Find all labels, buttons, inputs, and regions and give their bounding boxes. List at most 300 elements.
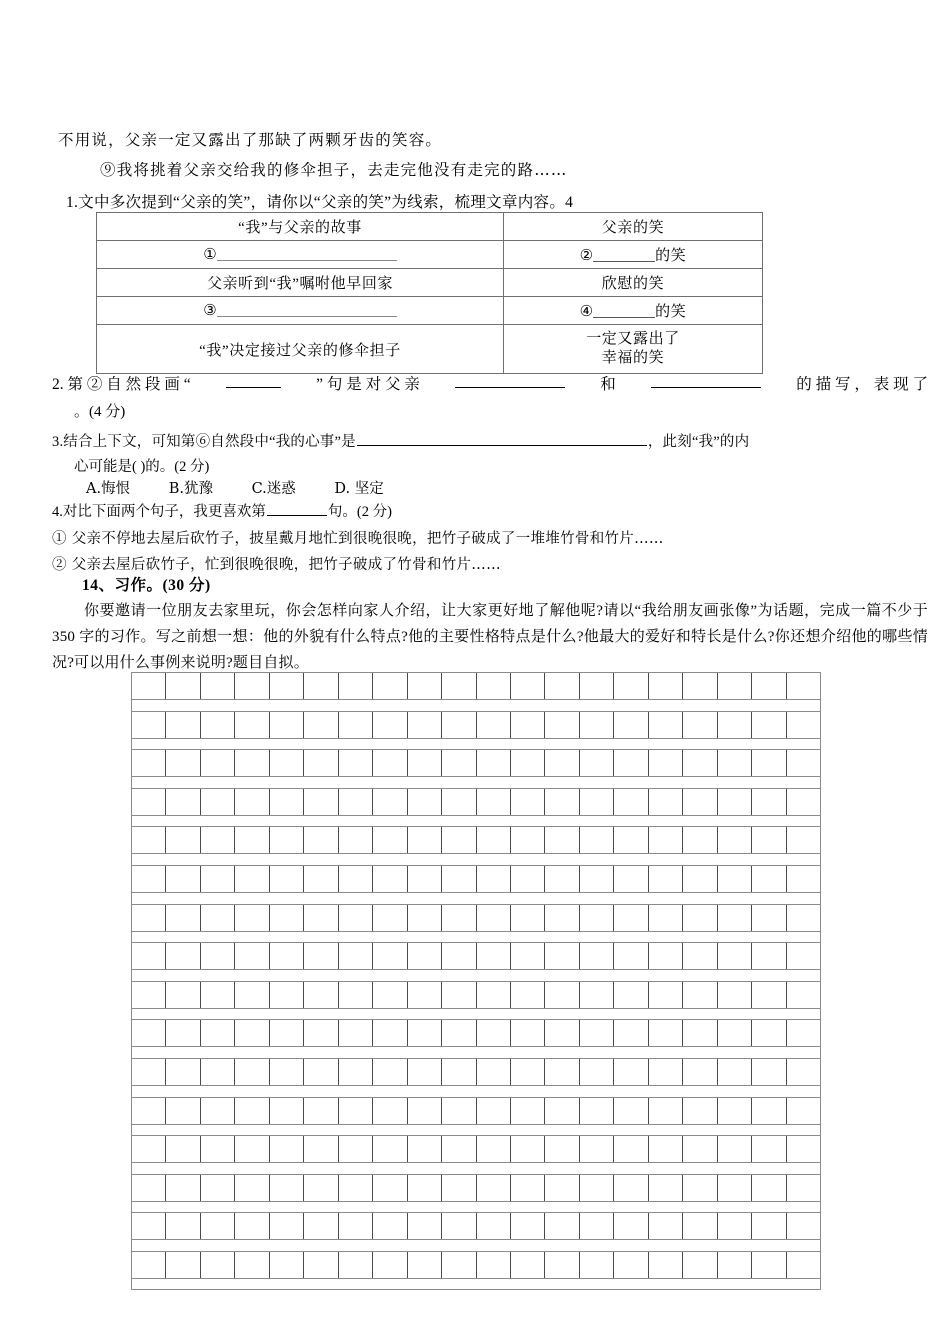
grid-cell[interactable] bbox=[580, 827, 614, 853]
grid-cell[interactable] bbox=[270, 1252, 304, 1278]
grid-cell[interactable] bbox=[304, 1175, 338, 1201]
grid-cell[interactable] bbox=[166, 712, 200, 738]
grid-cell[interactable] bbox=[545, 712, 579, 738]
grid-cell[interactable] bbox=[166, 1175, 200, 1201]
grid-cell[interactable] bbox=[511, 1059, 545, 1085]
grid-cell[interactable] bbox=[373, 712, 407, 738]
grid-cell[interactable] bbox=[787, 789, 820, 815]
grid-cell[interactable] bbox=[752, 1175, 786, 1201]
grid-cell[interactable] bbox=[373, 750, 407, 776]
answer-blank[interactable] bbox=[217, 246, 397, 261]
grid-cell[interactable] bbox=[339, 1059, 373, 1085]
grid-cell[interactable] bbox=[614, 789, 648, 815]
grid-cell[interactable] bbox=[477, 789, 511, 815]
grid-cell[interactable] bbox=[201, 1213, 235, 1239]
grid-cell[interactable] bbox=[270, 905, 304, 931]
grid-cell[interactable] bbox=[408, 1136, 442, 1162]
grid-cell[interactable] bbox=[649, 750, 683, 776]
grid-cell[interactable] bbox=[718, 982, 752, 1008]
grid-cell[interactable] bbox=[787, 1213, 820, 1239]
grid-cell[interactable] bbox=[477, 905, 511, 931]
grid-cell[interactable] bbox=[477, 1213, 511, 1239]
grid-cell[interactable] bbox=[166, 866, 200, 892]
grid-row[interactable] bbox=[131, 981, 821, 1009]
grid-cell[interactable] bbox=[373, 1136, 407, 1162]
grid-cell[interactable] bbox=[787, 1175, 820, 1201]
grid-row[interactable] bbox=[131, 1135, 821, 1163]
grid-cell[interactable] bbox=[718, 905, 752, 931]
grid-cell[interactable] bbox=[166, 1252, 200, 1278]
grid-cell[interactable] bbox=[339, 1098, 373, 1124]
grid-cell[interactable] bbox=[718, 943, 752, 969]
grid-cell[interactable] bbox=[683, 673, 717, 699]
grid-cell[interactable] bbox=[614, 1098, 648, 1124]
grid-cell[interactable] bbox=[477, 673, 511, 699]
grid-row[interactable] bbox=[131, 788, 821, 816]
grid-cell[interactable] bbox=[442, 712, 476, 738]
grid-cell[interactable] bbox=[683, 750, 717, 776]
grid-cell[interactable] bbox=[339, 750, 373, 776]
grid-cell[interactable] bbox=[201, 943, 235, 969]
grid-cell[interactable] bbox=[235, 1020, 269, 1046]
grid-cell[interactable] bbox=[718, 1020, 752, 1046]
grid-cell[interactable] bbox=[580, 712, 614, 738]
grid-cell[interactable] bbox=[373, 1098, 407, 1124]
grid-cell[interactable] bbox=[511, 827, 545, 853]
grid-cell[interactable] bbox=[752, 1136, 786, 1162]
grid-row[interactable] bbox=[131, 942, 821, 970]
grid-cell[interactable] bbox=[408, 750, 442, 776]
grid-cell[interactable] bbox=[339, 673, 373, 699]
grid-cell[interactable] bbox=[132, 673, 166, 699]
grid-cell[interactable] bbox=[235, 712, 269, 738]
grid-cell[interactable] bbox=[373, 1213, 407, 1239]
grid-cell[interactable] bbox=[614, 1213, 648, 1239]
grid-cell[interactable] bbox=[580, 866, 614, 892]
grid-cell[interactable] bbox=[477, 1252, 511, 1278]
grid-cell[interactable] bbox=[442, 905, 476, 931]
grid-cell[interactable] bbox=[270, 827, 304, 853]
grid-cell[interactable] bbox=[304, 1020, 338, 1046]
grid-cell[interactable] bbox=[718, 789, 752, 815]
grid-cell[interactable] bbox=[442, 1059, 476, 1085]
grid-cell[interactable] bbox=[339, 1020, 373, 1046]
grid-cell[interactable] bbox=[201, 750, 235, 776]
grid-cell[interactable] bbox=[304, 1136, 338, 1162]
grid-cell[interactable] bbox=[304, 827, 338, 853]
grid-cell[interactable] bbox=[614, 673, 648, 699]
grid-cell[interactable] bbox=[235, 1098, 269, 1124]
grid-cell[interactable] bbox=[339, 1252, 373, 1278]
grid-cell[interactable] bbox=[477, 982, 511, 1008]
grid-cell[interactable] bbox=[511, 905, 545, 931]
grid-cell[interactable] bbox=[201, 982, 235, 1008]
grid-cell[interactable] bbox=[373, 673, 407, 699]
grid-cell[interactable] bbox=[580, 1136, 614, 1162]
grid-cell[interactable] bbox=[235, 827, 269, 853]
grid-cell[interactable] bbox=[511, 712, 545, 738]
grid-cell[interactable] bbox=[235, 866, 269, 892]
grid-cell[interactable] bbox=[201, 712, 235, 738]
grid-cell[interactable] bbox=[752, 1020, 786, 1046]
grid-row[interactable] bbox=[131, 826, 821, 854]
grid-cell[interactable] bbox=[511, 1175, 545, 1201]
grid-cell[interactable] bbox=[235, 1059, 269, 1085]
grid-cell[interactable] bbox=[649, 866, 683, 892]
grid-cell[interactable] bbox=[614, 1020, 648, 1046]
grid-cell[interactable] bbox=[304, 750, 338, 776]
grid-row[interactable] bbox=[131, 1097, 821, 1125]
grid-cell[interactable] bbox=[752, 712, 786, 738]
answer-blank[interactable] bbox=[593, 247, 655, 262]
grid-cell[interactable] bbox=[649, 1252, 683, 1278]
grid-cell[interactable] bbox=[339, 789, 373, 815]
grid-cell[interactable] bbox=[270, 789, 304, 815]
grid-cell[interactable] bbox=[373, 789, 407, 815]
grid-cell[interactable] bbox=[442, 982, 476, 1008]
grid-cell[interactable] bbox=[718, 1175, 752, 1201]
grid-cell[interactable] bbox=[545, 1098, 579, 1124]
grid-cell[interactable] bbox=[270, 982, 304, 1008]
grid-cell[interactable] bbox=[442, 1175, 476, 1201]
grid-cell[interactable] bbox=[787, 750, 820, 776]
grid-cell[interactable] bbox=[166, 982, 200, 1008]
grid-cell[interactable] bbox=[373, 905, 407, 931]
grid-cell[interactable] bbox=[787, 943, 820, 969]
grid-cell[interactable] bbox=[132, 1136, 166, 1162]
grid-cell[interactable] bbox=[718, 1252, 752, 1278]
option-d[interactable]: D. 坚定 bbox=[334, 481, 384, 497]
grid-cell[interactable] bbox=[511, 750, 545, 776]
grid-cell[interactable] bbox=[683, 1252, 717, 1278]
option-b[interactable]: B.犹豫 bbox=[168, 481, 213, 497]
grid-cell[interactable] bbox=[545, 982, 579, 1008]
grid-cell[interactable] bbox=[580, 673, 614, 699]
grid-cell[interactable] bbox=[614, 1175, 648, 1201]
grid-cell[interactable] bbox=[649, 1213, 683, 1239]
grid-cell[interactable] bbox=[235, 1252, 269, 1278]
grid-cell[interactable] bbox=[270, 1175, 304, 1201]
grid-cell[interactable] bbox=[787, 1252, 820, 1278]
grid-cell[interactable] bbox=[166, 1059, 200, 1085]
grid-cell[interactable] bbox=[270, 1213, 304, 1239]
grid-cell[interactable] bbox=[235, 1213, 269, 1239]
grid-cell[interactable] bbox=[545, 905, 579, 931]
grid-cell[interactable] bbox=[166, 750, 200, 776]
grid-cell[interactable] bbox=[580, 1020, 614, 1046]
grid-cell[interactable] bbox=[683, 1213, 717, 1239]
grid-cell[interactable] bbox=[649, 905, 683, 931]
grid-cell[interactable] bbox=[614, 905, 648, 931]
grid-row[interactable] bbox=[131, 904, 821, 932]
grid-cell[interactable] bbox=[649, 1059, 683, 1085]
grid-cell[interactable] bbox=[270, 866, 304, 892]
grid-cell[interactable] bbox=[235, 789, 269, 815]
answer-blank[interactable] bbox=[651, 372, 761, 388]
grid-cell[interactable] bbox=[166, 1213, 200, 1239]
grid-cell[interactable] bbox=[408, 1252, 442, 1278]
grid-cell[interactable] bbox=[580, 1175, 614, 1201]
grid-cell[interactable] bbox=[614, 1059, 648, 1085]
grid-cell[interactable] bbox=[683, 1136, 717, 1162]
grid-cell[interactable] bbox=[511, 673, 545, 699]
grid-cell[interactable] bbox=[442, 866, 476, 892]
grid-cell[interactable] bbox=[545, 750, 579, 776]
grid-cell[interactable] bbox=[545, 1136, 579, 1162]
grid-cell[interactable] bbox=[683, 827, 717, 853]
grid-cell[interactable] bbox=[752, 866, 786, 892]
grid-cell[interactable] bbox=[408, 1175, 442, 1201]
grid-cell[interactable] bbox=[580, 1213, 614, 1239]
grid-cell[interactable] bbox=[787, 827, 820, 853]
grid-cell[interactable] bbox=[304, 905, 338, 931]
grid-cell[interactable] bbox=[752, 943, 786, 969]
grid-cell[interactable] bbox=[752, 905, 786, 931]
grid-cell[interactable] bbox=[718, 1213, 752, 1239]
grid-cell[interactable] bbox=[166, 827, 200, 853]
grid-row[interactable] bbox=[131, 711, 821, 739]
grid-cell[interactable] bbox=[580, 750, 614, 776]
grid-cell[interactable] bbox=[304, 1059, 338, 1085]
grid-cell[interactable] bbox=[201, 1020, 235, 1046]
grid-cell[interactable] bbox=[408, 827, 442, 853]
grid-cell[interactable] bbox=[545, 943, 579, 969]
grid-cell[interactable] bbox=[304, 712, 338, 738]
grid-cell[interactable] bbox=[132, 789, 166, 815]
grid-cell[interactable] bbox=[683, 1020, 717, 1046]
grid-cell[interactable] bbox=[683, 982, 717, 1008]
grid-cell[interactable] bbox=[580, 1252, 614, 1278]
grid-cell[interactable] bbox=[132, 1252, 166, 1278]
grid-cell[interactable] bbox=[408, 905, 442, 931]
grid-cell[interactable] bbox=[166, 1020, 200, 1046]
grid-row[interactable] bbox=[131, 1019, 821, 1047]
grid-cell[interactable] bbox=[373, 1252, 407, 1278]
grid-cell[interactable] bbox=[132, 866, 166, 892]
grid-cell[interactable] bbox=[477, 712, 511, 738]
grid-cell[interactable] bbox=[614, 982, 648, 1008]
grid-cell[interactable] bbox=[373, 1020, 407, 1046]
grid-cell[interactable] bbox=[683, 1098, 717, 1124]
grid-cell[interactable] bbox=[511, 866, 545, 892]
grid-cell[interactable] bbox=[304, 673, 338, 699]
grid-cell[interactable] bbox=[132, 750, 166, 776]
grid-cell[interactable] bbox=[373, 982, 407, 1008]
grid-cell[interactable] bbox=[752, 982, 786, 1008]
grid-cell[interactable] bbox=[339, 712, 373, 738]
grid-cell[interactable] bbox=[132, 1020, 166, 1046]
grid-cell[interactable] bbox=[201, 1175, 235, 1201]
grid-cell[interactable] bbox=[408, 712, 442, 738]
grid-cell[interactable] bbox=[235, 1136, 269, 1162]
grid-cell[interactable] bbox=[649, 943, 683, 969]
grid-cell[interactable] bbox=[408, 673, 442, 699]
grid-cell[interactable] bbox=[408, 866, 442, 892]
grid-cell[interactable] bbox=[339, 1213, 373, 1239]
grid-cell[interactable] bbox=[718, 1059, 752, 1085]
grid-cell[interactable] bbox=[545, 1252, 579, 1278]
table-cell-story-3[interactable] bbox=[97, 297, 504, 325]
grid-cell[interactable] bbox=[752, 673, 786, 699]
grid-cell[interactable] bbox=[270, 750, 304, 776]
grid-cell[interactable] bbox=[477, 866, 511, 892]
table-cell-smile-1[interactable] bbox=[504, 241, 763, 269]
grid-cell[interactable] bbox=[373, 827, 407, 853]
grid-row[interactable] bbox=[131, 1251, 821, 1279]
grid-cell[interactable] bbox=[511, 1098, 545, 1124]
grid-cell[interactable] bbox=[477, 750, 511, 776]
grid-cell[interactable] bbox=[408, 982, 442, 1008]
grid-cell[interactable] bbox=[649, 982, 683, 1008]
grid-cell[interactable] bbox=[511, 1213, 545, 1239]
grid-cell[interactable] bbox=[132, 943, 166, 969]
grid-cell[interactable] bbox=[477, 1059, 511, 1085]
answer-blank[interactable] bbox=[593, 303, 655, 318]
grid-cell[interactable] bbox=[304, 866, 338, 892]
grid-cell[interactable] bbox=[235, 673, 269, 699]
grid-cell[interactable] bbox=[511, 943, 545, 969]
grid-cell[interactable] bbox=[511, 789, 545, 815]
composition-writing-grid[interactable] bbox=[131, 672, 821, 1290]
grid-cell[interactable] bbox=[270, 1136, 304, 1162]
grid-cell[interactable] bbox=[304, 943, 338, 969]
grid-cell[interactable] bbox=[304, 789, 338, 815]
grid-row[interactable] bbox=[131, 1058, 821, 1086]
table-cell-smile-3[interactable] bbox=[504, 297, 763, 325]
grid-cell[interactable] bbox=[201, 1059, 235, 1085]
grid-cell[interactable] bbox=[373, 866, 407, 892]
grid-cell[interactable] bbox=[408, 1098, 442, 1124]
grid-cell[interactable] bbox=[270, 673, 304, 699]
grid-cell[interactable] bbox=[511, 1252, 545, 1278]
grid-cell[interactable] bbox=[718, 750, 752, 776]
grid-cell[interactable] bbox=[787, 905, 820, 931]
grid-cell[interactable] bbox=[649, 712, 683, 738]
grid-cell[interactable] bbox=[408, 1213, 442, 1239]
grid-cell[interactable] bbox=[614, 750, 648, 776]
grid-cell[interactable] bbox=[752, 789, 786, 815]
grid-cell[interactable] bbox=[339, 982, 373, 1008]
grid-cell[interactable] bbox=[373, 1175, 407, 1201]
grid-cell[interactable] bbox=[649, 1175, 683, 1201]
grid-cell[interactable] bbox=[270, 943, 304, 969]
grid-cell[interactable] bbox=[304, 1213, 338, 1239]
grid-row[interactable] bbox=[131, 1212, 821, 1240]
grid-cell[interactable] bbox=[649, 789, 683, 815]
grid-cell[interactable] bbox=[545, 1175, 579, 1201]
grid-cell[interactable] bbox=[132, 1059, 166, 1085]
grid-cell[interactable] bbox=[132, 1098, 166, 1124]
grid-cell[interactable] bbox=[752, 1213, 786, 1239]
grid-cell[interactable] bbox=[787, 1098, 820, 1124]
grid-cell[interactable] bbox=[580, 789, 614, 815]
grid-cell[interactable] bbox=[477, 943, 511, 969]
grid-cell[interactable] bbox=[166, 789, 200, 815]
grid-cell[interactable] bbox=[201, 673, 235, 699]
grid-cell[interactable] bbox=[339, 943, 373, 969]
answer-blank[interactable] bbox=[455, 372, 565, 388]
grid-cell[interactable] bbox=[477, 1175, 511, 1201]
grid-cell[interactable] bbox=[304, 1252, 338, 1278]
grid-row[interactable] bbox=[131, 672, 821, 700]
grid-cell[interactable] bbox=[339, 1136, 373, 1162]
grid-cell[interactable] bbox=[580, 1098, 614, 1124]
grid-cell[interactable] bbox=[614, 1136, 648, 1162]
grid-cell[interactable] bbox=[339, 827, 373, 853]
grid-cell[interactable] bbox=[166, 673, 200, 699]
grid-cell[interactable] bbox=[442, 673, 476, 699]
grid-cell[interactable] bbox=[718, 866, 752, 892]
grid-cell[interactable] bbox=[442, 827, 476, 853]
grid-cell[interactable] bbox=[442, 943, 476, 969]
grid-cell[interactable] bbox=[752, 827, 786, 853]
grid-cell[interactable] bbox=[132, 1213, 166, 1239]
grid-cell[interactable] bbox=[718, 712, 752, 738]
grid-cell[interactable] bbox=[649, 1020, 683, 1046]
grid-cell[interactable] bbox=[683, 1059, 717, 1085]
grid-cell[interactable] bbox=[718, 673, 752, 699]
grid-cell[interactable] bbox=[339, 1175, 373, 1201]
grid-cell[interactable] bbox=[683, 1175, 717, 1201]
grid-cell[interactable] bbox=[545, 789, 579, 815]
grid-row[interactable] bbox=[131, 749, 821, 777]
grid-cell[interactable] bbox=[511, 1136, 545, 1162]
grid-cell[interactable] bbox=[339, 905, 373, 931]
grid-row[interactable] bbox=[131, 1174, 821, 1202]
grid-cell[interactable] bbox=[649, 1136, 683, 1162]
grid-cell[interactable] bbox=[166, 905, 200, 931]
option-c[interactable]: C.迷惑 bbox=[251, 481, 296, 497]
grid-cell[interactable] bbox=[649, 827, 683, 853]
grid-cell[interactable] bbox=[201, 905, 235, 931]
grid-cell[interactable] bbox=[683, 943, 717, 969]
grid-cell[interactable] bbox=[718, 1136, 752, 1162]
grid-cell[interactable] bbox=[477, 1020, 511, 1046]
grid-cell[interactable] bbox=[580, 943, 614, 969]
grid-cell[interactable] bbox=[166, 1136, 200, 1162]
grid-cell[interactable] bbox=[201, 827, 235, 853]
grid-cell[interactable] bbox=[545, 866, 579, 892]
grid-cell[interactable] bbox=[304, 1098, 338, 1124]
grid-cell[interactable] bbox=[270, 712, 304, 738]
grid-cell[interactable] bbox=[235, 905, 269, 931]
grid-cell[interactable] bbox=[442, 1213, 476, 1239]
grid-cell[interactable] bbox=[270, 1059, 304, 1085]
answer-blank[interactable] bbox=[267, 500, 327, 516]
answer-blank[interactable] bbox=[217, 302, 397, 317]
grid-cell[interactable] bbox=[683, 905, 717, 931]
grid-cell[interactable] bbox=[787, 673, 820, 699]
grid-cell[interactable] bbox=[580, 1059, 614, 1085]
grid-cell[interactable] bbox=[442, 789, 476, 815]
grid-cell[interactable] bbox=[201, 1252, 235, 1278]
table-cell-story-1[interactable] bbox=[97, 241, 504, 269]
grid-cell[interactable] bbox=[201, 789, 235, 815]
grid-cell[interactable] bbox=[614, 712, 648, 738]
grid-cell[interactable] bbox=[787, 866, 820, 892]
grid-cell[interactable] bbox=[545, 673, 579, 699]
grid-cell[interactable] bbox=[201, 1136, 235, 1162]
grid-cell[interactable] bbox=[718, 1098, 752, 1124]
grid-cell[interactable] bbox=[201, 866, 235, 892]
grid-cell[interactable] bbox=[235, 1175, 269, 1201]
grid-cell[interactable] bbox=[545, 1213, 579, 1239]
grid-cell[interactable] bbox=[235, 750, 269, 776]
grid-cell[interactable] bbox=[614, 1252, 648, 1278]
grid-cell[interactable] bbox=[166, 1098, 200, 1124]
grid-cell[interactable] bbox=[683, 712, 717, 738]
grid-cell[interactable] bbox=[477, 1098, 511, 1124]
